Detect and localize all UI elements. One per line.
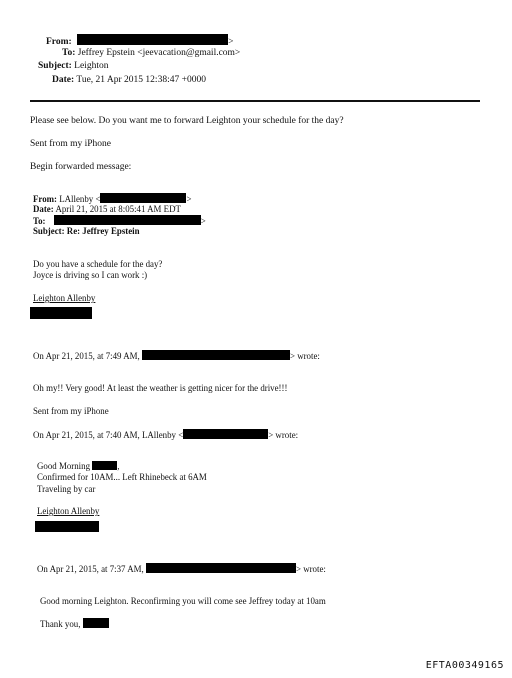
quote2-greeting-row bbox=[37, 461, 119, 472]
body-line-1: Please see below. Do you want me to forward Leighton your schedule for the day? bbox=[30, 116, 344, 126]
header-date-row bbox=[52, 74, 206, 86]
fwd-subject-label: Subject: bbox=[33, 226, 65, 236]
header-to-value: Jeffrey Epstein <jeevacation@gmail.com> bbox=[77, 48, 241, 58]
header-to-label: To: bbox=[62, 48, 76, 58]
header-to-row bbox=[62, 47, 240, 59]
redaction-block bbox=[30, 307, 92, 319]
quote2-signature-redaction bbox=[35, 518, 99, 536]
header-from-label: From: bbox=[46, 37, 72, 47]
quote2-greeting: Good Morning bbox=[37, 461, 91, 471]
redaction-block bbox=[77, 34, 228, 45]
fwd-to-suffix: > bbox=[200, 216, 206, 226]
fwd-from-label: From: bbox=[33, 194, 57, 204]
redaction-block bbox=[83, 618, 109, 628]
redaction-block bbox=[92, 461, 120, 471]
quote2-signature: Leighton Allenby bbox=[37, 506, 100, 516]
fwd-from-suffix: > bbox=[186, 194, 192, 204]
fwd-date-row bbox=[33, 204, 181, 215]
fwd-subject-row bbox=[33, 226, 140, 237]
quote3-thanks: Thank you, bbox=[40, 619, 81, 629]
header-from-row bbox=[46, 34, 233, 48]
quote2-intro: On Apr 21, 2015, at 7:40 AM, LAllenby < bbox=[33, 430, 184, 440]
header-date-value: Tue, 21 Apr 2015 12:38:47 +0000 bbox=[76, 75, 206, 85]
fwd-subject-value: Re: Jeffrey Epstein bbox=[66, 226, 140, 236]
fwd-message-line-2: Joyce is driving so I can work :) bbox=[33, 270, 148, 280]
quote1-message: Oh my!! Very good! At least the weather is getting nicer for the drive!!! bbox=[33, 383, 288, 393]
fwd-signature-redaction bbox=[30, 305, 92, 323]
document-id: EFTA00349165 bbox=[425, 660, 504, 671]
quote2-line-3: Traveling by car bbox=[37, 484, 96, 494]
redaction-block bbox=[54, 215, 201, 225]
fwd-to-label: To: bbox=[33, 216, 46, 226]
quote2-wrote: > wrote: bbox=[268, 430, 299, 440]
quote1-wrote: > wrote: bbox=[289, 351, 320, 361]
quote3-intro: On Apr 21, 2015, at 7:37 AM, bbox=[37, 564, 144, 574]
quote3-thanks-row bbox=[40, 618, 109, 630]
fwd-from-row bbox=[33, 193, 191, 205]
redaction-block bbox=[35, 521, 99, 532]
header-subject-label: Subject: bbox=[38, 61, 72, 71]
fwd-message-line-1: Do you have a schedule for the day? bbox=[33, 259, 163, 269]
quote2-line-2: Confirmed for 10AM... Left Rhinebeck at 6AM bbox=[37, 472, 207, 482]
fwd-date-label: Date: bbox=[33, 204, 54, 214]
header-date-label: Date: bbox=[52, 75, 75, 85]
header-divider bbox=[30, 100, 480, 102]
quote3-message: Good morning Leighton. Reconfirming you will come see Jeffrey today at 10am bbox=[40, 596, 326, 606]
quote1-sent: Sent from my iPhone bbox=[33, 406, 109, 416]
fwd-to-row bbox=[33, 215, 206, 227]
body-line-2: Sent from my iPhone bbox=[30, 139, 112, 149]
fwd-date-value: April 21, 2015 at 8:05:41 AM EDT bbox=[55, 204, 181, 214]
quote2-greeting-suffix: , bbox=[117, 461, 120, 471]
quote3-intro-row bbox=[37, 563, 326, 575]
header-subject-value: Leighton bbox=[74, 61, 109, 71]
quote1-intro-row bbox=[33, 350, 320, 362]
quote2-intro-row bbox=[33, 429, 298, 441]
redaction-block bbox=[146, 563, 296, 573]
body-line-3: Begin forwarded message: bbox=[30, 162, 132, 172]
redaction-block bbox=[100, 193, 186, 203]
redaction-block bbox=[183, 429, 268, 439]
quote1-intro: On Apr 21, 2015, at 7:49 AM, bbox=[33, 351, 140, 361]
header-from-suffix: > bbox=[228, 37, 234, 47]
quote3-wrote: > wrote: bbox=[295, 564, 326, 574]
redaction-block bbox=[142, 350, 290, 360]
header-subject-row bbox=[38, 60, 108, 72]
fwd-signature: Leighton Allenby bbox=[33, 293, 96, 303]
fwd-from-value: LAllenby < bbox=[59, 194, 101, 204]
